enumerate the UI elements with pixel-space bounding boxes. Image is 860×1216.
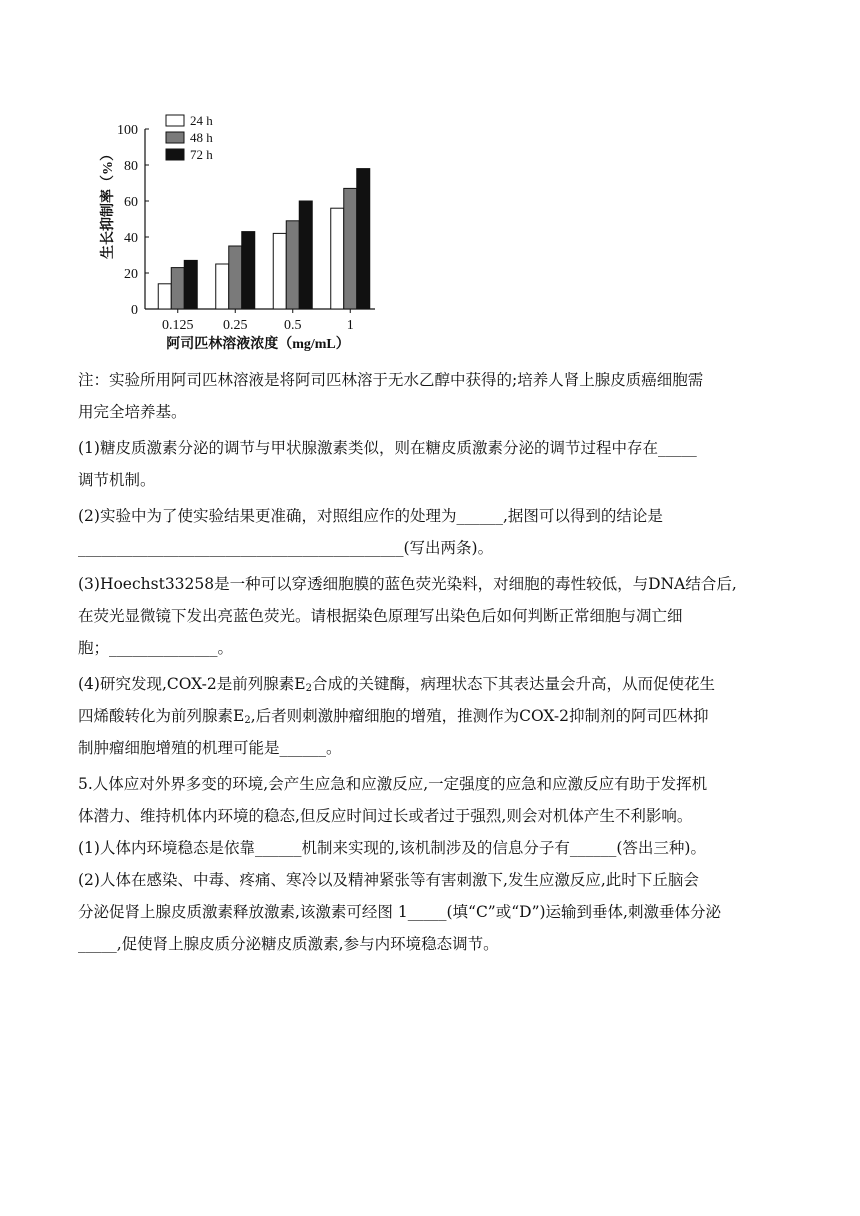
question-line: 制肿瘤细胞增殖的机理可能是______。 xyxy=(78,739,342,757)
experiment-note xyxy=(78,364,798,428)
bar xyxy=(229,246,242,309)
legend-label: 72 h xyxy=(190,147,213,162)
x-axis-label: 阿司匹林溶液浓度（mg/mL） xyxy=(166,337,350,352)
question-line: (2)实验中为了使实验结果更准确，对照组应作的处理为______,据图可以得到的结论是 xyxy=(78,507,663,525)
y-tick-label: 60 xyxy=(124,195,138,210)
question-2 xyxy=(78,500,798,564)
legend-label: 48 h xyxy=(190,130,213,145)
x-tick-label: 0.25 xyxy=(223,318,248,333)
note-line: 用完全培养基。 xyxy=(78,403,187,421)
question-line: 调节机制。 xyxy=(78,471,156,489)
y-tick-label: 80 xyxy=(124,159,138,174)
subscript: 2 xyxy=(305,683,312,694)
x-tick-label: 1 xyxy=(346,318,354,333)
legend-swatch xyxy=(166,115,184,126)
text-segment: (4)研究发现,COX-2是前列腺素E xyxy=(78,675,306,693)
question-line xyxy=(78,700,798,732)
growth-inhibition-bar-chart xyxy=(90,105,380,360)
question-3 xyxy=(78,568,798,664)
bar xyxy=(273,233,286,309)
y-tick-label: 100 xyxy=(117,123,138,138)
question-line: (3)Hoechst33258是一种可以穿透细胞膜的蓝色荧光染料，对细胞的毒性较低，与DNA结合后, xyxy=(78,575,737,593)
question-1 xyxy=(78,432,798,496)
y-tick-label: 0 xyxy=(131,303,138,318)
question-line: _____,促使肾上腺皮质分泌糖皮质激素,参与内环境稳态调节。 xyxy=(78,935,499,953)
question-line: (2)人体在感染、中毒、疼痛、寒冷以及精神紧张等有害刺激下,发生应激反应,此时下丘脑会 xyxy=(78,871,699,889)
text-segment: ,后者则刺激肿瘤细胞的增殖，推测作为COX-2抑制剂的阿司匹林抑 xyxy=(250,707,709,725)
text-segment: 合成的关键酶，病理状态下其表达量会升高，从而促使花生 xyxy=(311,675,715,693)
y-tick-label: 20 xyxy=(124,267,138,282)
question-line: 体潜力、维持机体内环境的稳态,但反应时间过长或者过于强烈,则会对机体产生不利影响。 xyxy=(78,807,693,825)
y-axis-label: 生长抑制率（%） xyxy=(101,147,116,259)
bar xyxy=(299,201,312,309)
bar xyxy=(158,284,171,309)
bar xyxy=(286,221,299,309)
question-line: (1)糖皮质激素分泌的调节与甲状腺激素类似，则在糖皮质激素分泌的调节过程中存在_____ xyxy=(78,439,697,457)
bar xyxy=(216,264,229,309)
bar xyxy=(357,169,370,309)
bar xyxy=(331,208,344,309)
question-line xyxy=(78,668,798,700)
bar xyxy=(242,232,255,309)
question-line: (1)人体内环境稳态是依靠______机制来实现的,该机制涉及的信息分子有______(答出三种)。 xyxy=(78,839,706,857)
legend-swatch xyxy=(166,149,184,160)
question-line: 在荧光显微镜下发出亮蓝色荧光。请根据染色原理写出染色后如何判断正常细胞与凋亡细 xyxy=(78,607,683,625)
legend-swatch xyxy=(166,132,184,143)
question-5 xyxy=(78,768,798,960)
x-tick-label: 0.125 xyxy=(162,318,194,333)
question-line: 分泌促肾上腺皮质激素释放激素,该激素可经图 1_____(填“C”或“D”)运输到垂体,刺激垂体分泌 xyxy=(78,903,721,921)
bar xyxy=(344,188,357,309)
question-line: 胞；______________。 xyxy=(78,639,234,657)
bar xyxy=(171,268,184,309)
question-line: 5.人体应对外界多变的环境,会产生应急和应激反应,一定强度的应急和应激反应有助于发挥机 xyxy=(78,775,708,793)
question-line: __________________________________________(写出两条)。 xyxy=(78,539,494,557)
subscript: 2 xyxy=(244,715,251,726)
text-segment: 四烯酸转化为前列腺素E xyxy=(78,707,245,725)
question-4 xyxy=(78,668,798,764)
legend-label: 24 h xyxy=(190,113,213,128)
y-tick-label: 40 xyxy=(124,231,138,246)
x-tick-label: 0.5 xyxy=(284,318,302,333)
note-line: 注：实验所用阿司匹林溶液是将阿司匹林溶于无水乙醇中获得的;培养人肾上腺皮质癌细胞需 xyxy=(78,371,704,389)
bar xyxy=(184,260,197,309)
